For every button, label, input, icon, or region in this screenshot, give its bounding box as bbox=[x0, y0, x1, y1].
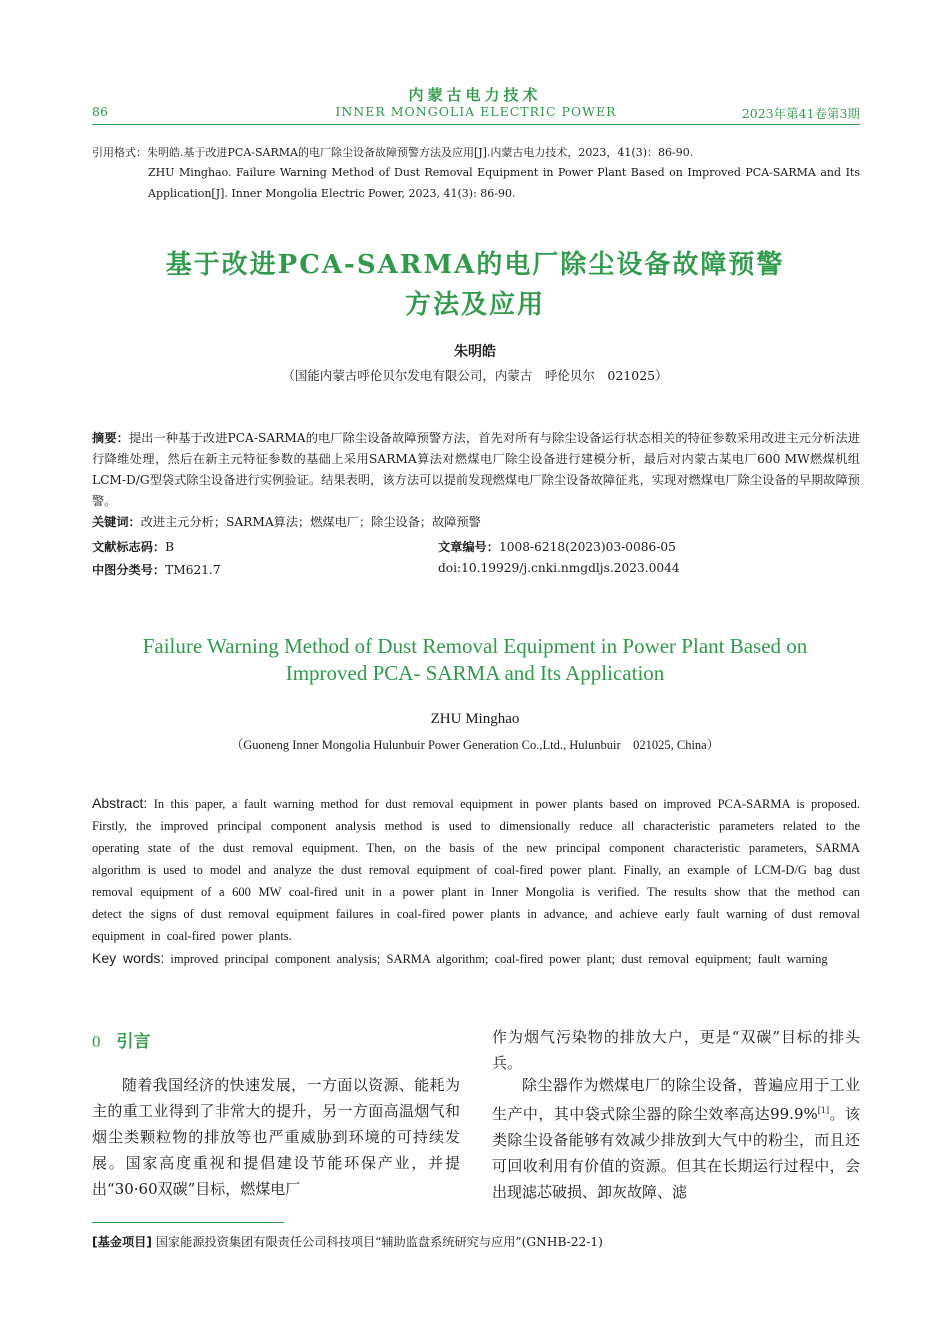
paper-title-line1: 基于改进PCA-SARMA的电厂除尘设备故障预警 bbox=[165, 250, 785, 280]
abstract-cn-text: 提出一种基于改进PCA-SARMA的电厂除尘设备故障预警方法，首先对所有与除尘设备运行状态相关的特征参数采用改进主元分析法进行降维处理，然后在新主元特征参数的基础上采用SARMA算法对燃煤电厂除尘设备进行建模分析，最后对内蒙古某电厂600 MW燃煤机组LCM-D/G型袋式除尘设备进行实例验证。结果表明，该方法可以提前发现燃煤电厂除尘设备故障征兆，实现对燃煤电厂除尘设备的早期故障预警。 bbox=[92, 431, 860, 508]
paper-title-en-line2: Improved PCA- SARMA and Its Application bbox=[285, 661, 665, 685]
header-rule bbox=[92, 124, 860, 125]
funding-label: [基金项目] bbox=[92, 1235, 152, 1249]
running-header bbox=[92, 104, 860, 122]
keywords-cn-label: 关键词： bbox=[92, 515, 141, 529]
reference-marker[interactable]: [1] bbox=[817, 1106, 830, 1115]
section-heading-intro bbox=[92, 1027, 151, 1052]
page-number: 86 bbox=[92, 104, 108, 119]
body-left-paragraph: 随着我国经济的快速发展，一方面以资源、能耗为主的重工业得到了非常大的提升，另一方面高温烟气和烟尘类颗粒物的排放等也严重威胁到环境的可持续发展。国家高度重视和提倡建设节能环保产业，并提出“30·60双碳”目标，燃煤电厂 bbox=[92, 1076, 460, 1198]
keywords-en-label: Key words: bbox=[92, 950, 165, 966]
section-title: 引言 bbox=[116, 1032, 151, 1052]
article-number-label: 文章编号： bbox=[438, 540, 499, 554]
issue-info: 2023年第41卷第3期 bbox=[741, 106, 860, 121]
citation-en-line1: ZHU Minghao. Failure Warning Method of Dust Removal Equipment in Power Plant Based on Improved PCA-SARMA and Its bbox=[148, 166, 860, 179]
article-number-value: 1008-6218(2023)03-0086-05 bbox=[498, 540, 676, 554]
affiliation-en: （Guoneng Inner Mongolia Hulunbuir Power Generation Co.,Ltd., Hulunbuir 021025, China） bbox=[230, 738, 720, 752]
abstract-cn-label: 摘要： bbox=[92, 431, 129, 445]
clc-number bbox=[92, 561, 221, 578]
section-number: 0 bbox=[92, 1032, 101, 1051]
journal-name-en: INNER MONGOLIA ELECTRIC POWER bbox=[335, 104, 617, 119]
abstract-en-label: Abstract: bbox=[92, 795, 148, 811]
clc-value: TM621.7 bbox=[165, 563, 221, 577]
keywords-cn bbox=[92, 513, 860, 530]
abstract-en bbox=[92, 792, 860, 970]
abstract-cn bbox=[92, 428, 860, 512]
funding-text: 国家能源投资集团有限责任公司科技项目“辅助监盘系统研究与应用”(GNHB-22-1) bbox=[155, 1235, 603, 1249]
paper-title-en-line1: Failure Warning Method of Dust Removal Equipment in Power Plant Based on bbox=[142, 634, 808, 658]
body-right-para2-text-a: 除尘器作为燃煤电厂的除尘设备，普遍应用于工业生产中，其中袋式除尘器的除尘效率高达99.9% bbox=[492, 1076, 860, 1123]
keywords-cn-text: 改进主元分析；SARMA算法；燃煤电厂；除尘设备；故障预警 bbox=[140, 515, 481, 529]
keywords-en-text: improved principal component analysis; SARMA algorithm; coal-fired power plant; dust removal equipment; fault warning bbox=[170, 952, 828, 966]
affiliation-cn: （国能内蒙古呼伦贝尔发电有限公司，内蒙古 呼伦贝尔 021025） bbox=[282, 368, 668, 383]
author-en: ZHU Minghao bbox=[430, 711, 520, 727]
footnote-rule bbox=[92, 1222, 284, 1223]
author-cn: 朱明皓 bbox=[454, 344, 496, 360]
clc-label: 中图分类号： bbox=[92, 563, 166, 577]
doc-code bbox=[92, 538, 174, 555]
citation-en-line2: Application[J]. Inner Mongolia Electric Power, 2023, 41(3): 86-90. bbox=[148, 187, 516, 200]
paper-title-line2: 方法及应用 bbox=[404, 290, 545, 320]
citation-cn: 引用格式：朱明皓.基于改进PCA-SARMA的电厂除尘设备故障预警方法及应用[J].内蒙古电力技术，2023，41(3)：86-90. bbox=[92, 146, 694, 159]
abstract-en-text: In this paper, a fault warning method for dust removal equipment in power plants based on improved PCA-SARMA is proposed. Firstly, the improved principal component analysis method is used to dimensionally reduce all characteristic parameters related to the operating state of the dust removal equipment. Then, on the basis of the new principal component characteristic parameters, SARMA algorithm is used to model and analyze the dust removal equipment of coal-fired power plant. Finally, an example of LCM-D/G bag dust removal equipment of a 600 MW coal-fired unit in a power plant in Inner Mongolia is verified. The results show that the method can detect the signs of dust removal equipment failures in coal-fired power plants in advance, and achieve early fault warning of dust removal equipment in coal-fired power plants. bbox=[92, 797, 860, 943]
doc-code-value: B bbox=[165, 540, 175, 554]
body-right-paragraph-2 bbox=[492, 1072, 860, 1205]
funding-note bbox=[92, 1233, 603, 1250]
article-number bbox=[438, 538, 676, 555]
journal-name-cn: 内蒙古电力技术 bbox=[408, 86, 542, 104]
doc-code-label: 文献标志码： bbox=[92, 540, 166, 554]
body-right-para2-text-b: 。该类除尘设备能够有效减少排放到大气中的粉尘，而且还可回收利用有价值的资源。但其在长期运行过程中，会出现滤芯破损、卸灰故障、滤 bbox=[492, 1105, 860, 1201]
doi: doi:10.19929/j.cnki.nmgdljs.2023.0044 bbox=[438, 561, 680, 575]
body-right-paragraph-1: 作为烟气污染物的排放大户，更是“双碳”目标的排头兵。 bbox=[492, 1028, 860, 1072]
